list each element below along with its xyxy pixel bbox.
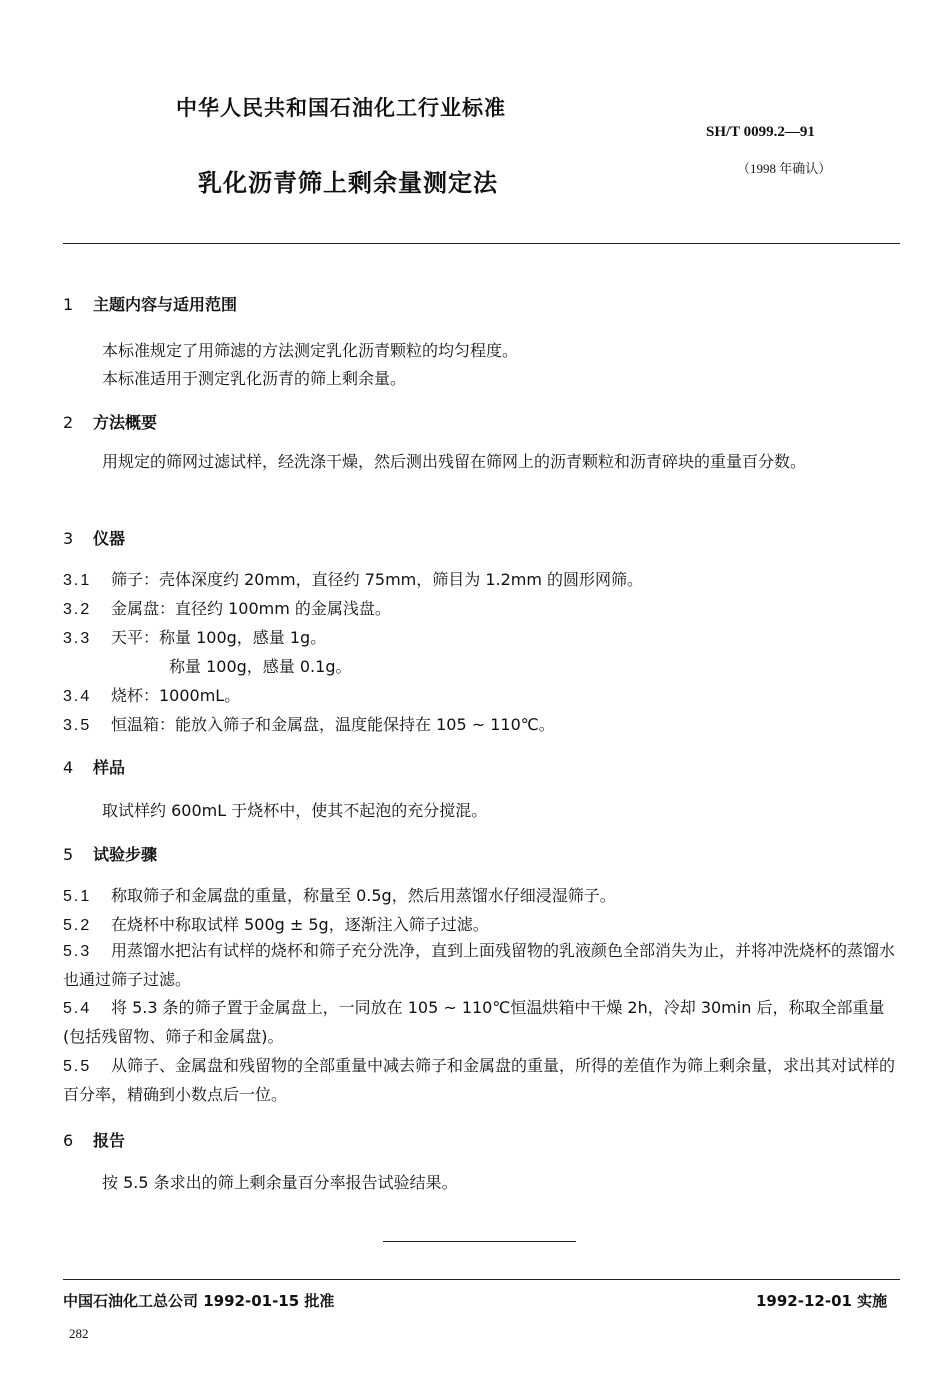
section-number: 4 (63, 758, 74, 777)
section-number: 3 (63, 529, 74, 548)
section-4-heading (63, 755, 125, 778)
effective-date: 1992-12-01 实施 (756, 1292, 888, 1310)
clause-3-3 (63, 625, 326, 648)
section-title: 仪器 (93, 529, 126, 548)
section-title: 试验步骤 (93, 845, 158, 864)
clause-number: 3.3 (63, 630, 92, 647)
clause-number: 5.5 (63, 1058, 92, 1075)
clause-number: 3.5 (63, 717, 92, 734)
clause-5-2 (63, 912, 489, 935)
section-title: 方法概要 (93, 413, 158, 432)
clause-text: 恒温箱：能放入筛子和金属盘，温度能保持在 105 ~ 110℃。 (111, 715, 555, 734)
clause-5-3 (63, 937, 900, 994)
clause-text: 用蒸馏水把沾有试样的烧杯和筛子充分洗净，直到上面残留物的乳液颜色全部消失为止，并将冲洗烧杯的蒸馏水也通过筛子过滤。 (63, 941, 896, 989)
section-6-heading (63, 1128, 125, 1151)
footer-divider (63, 1279, 900, 1280)
standard-number: SH/T 0099.2—91 (706, 124, 815, 140)
header-divider (63, 243, 900, 244)
clause-text: 将 5.3 条的筛子置于金属盘上，一同放在 105 ~ 110℃恒温烘箱中干燥 2h，冷却 30min 后，称取全部重量(包括残留物、筛子和金属盘)。 (63, 998, 885, 1046)
section-6-paragraph: 按 5.5 条求出的筛上剩余量百分率报告试验结果。 (102, 1173, 458, 1192)
section-3-heading (63, 526, 125, 549)
clause-3-2 (63, 596, 391, 619)
end-of-text-rule (383, 1241, 576, 1242)
section-4-paragraph: 取试样约 600mL 于烧杯中，使其不起泡的充分搅混。 (102, 801, 488, 820)
page-number: 282 (69, 1326, 89, 1341)
section-title: 样品 (93, 758, 126, 777)
clause-number: 5.3 (63, 943, 92, 960)
clause-text: 称取筛子和金属盘的重量，称量至 0.5g，然后用蒸馏水仔细浸湿筛子。 (111, 886, 616, 905)
clause-number: 3.4 (63, 688, 92, 705)
clause-3-3-continued: 称量 100g，感量 0.1g。 (169, 657, 352, 676)
section-1-paragraph-2: 本标准适用于测定乳化沥青的筛上剩余量。 (102, 369, 407, 388)
org-title: 中华人民共和国石油化工行业标准 (176, 96, 506, 120)
section-number: 2 (63, 413, 74, 432)
clause-text: 从筛子、金属盘和残留物的全部重量中减去筛子和金属盘的重量，所得的差值作为筛上剩余量，求出其对试样的百分率，精确到小数点后一位。 (63, 1056, 896, 1104)
clause-3-5 (63, 712, 555, 735)
approval-line: 中国石油化工总公司 1992-01-15 批准 (63, 1292, 335, 1310)
section-title: 主题内容与适用范围 (93, 295, 238, 314)
clause-text: 烧杯：1000mL。 (111, 686, 241, 705)
section-number: 5 (63, 845, 74, 864)
clause-3-1 (63, 567, 643, 590)
clause-number: 5.4 (63, 1000, 92, 1017)
section-number: 1 (63, 295, 74, 314)
clause-number: 5.2 (63, 917, 92, 934)
clause-number: 3.1 (63, 572, 92, 589)
clause-text: 筛子：壳体深度约 20mm，直径约 75mm，筛目为 1.2mm 的圆形网筛。 (111, 570, 644, 589)
clause-5-1 (63, 883, 616, 906)
clause-number: 5.1 (63, 888, 92, 905)
clause-text: 在烧杯中称取试样 500g ± 5g，逐渐注入筛子过滤。 (111, 915, 489, 934)
section-1-heading (63, 292, 237, 315)
section-2-heading (63, 410, 157, 433)
section-1-paragraph-1: 本标准规定了用筛滤的方法测定乳化沥青颗粒的均匀程度。 (102, 341, 519, 360)
clause-3-4 (63, 683, 240, 706)
document-title: 乳化沥青筛上剩余量测定法 (198, 169, 498, 197)
section-5-heading (63, 842, 157, 865)
clause-5-5 (63, 1052, 900, 1109)
clause-5-4 (63, 994, 900, 1051)
section-number: 6 (63, 1131, 74, 1150)
section-title: 报告 (93, 1131, 126, 1150)
section-2-paragraph: 用规定的筛网过滤试样，经洗涤干燥，然后测出残留在筛网上的沥青颗粒和沥青碎块的重量百分数。 (102, 452, 807, 471)
confirmation-note: （1998 年确认） (737, 161, 832, 176)
clause-number: 3.2 (63, 601, 92, 618)
clause-text: 天平：称量 100g，感量 1g。 (111, 628, 327, 647)
clause-text: 金属盘：直径约 100mm 的金属浅盘。 (111, 599, 391, 618)
